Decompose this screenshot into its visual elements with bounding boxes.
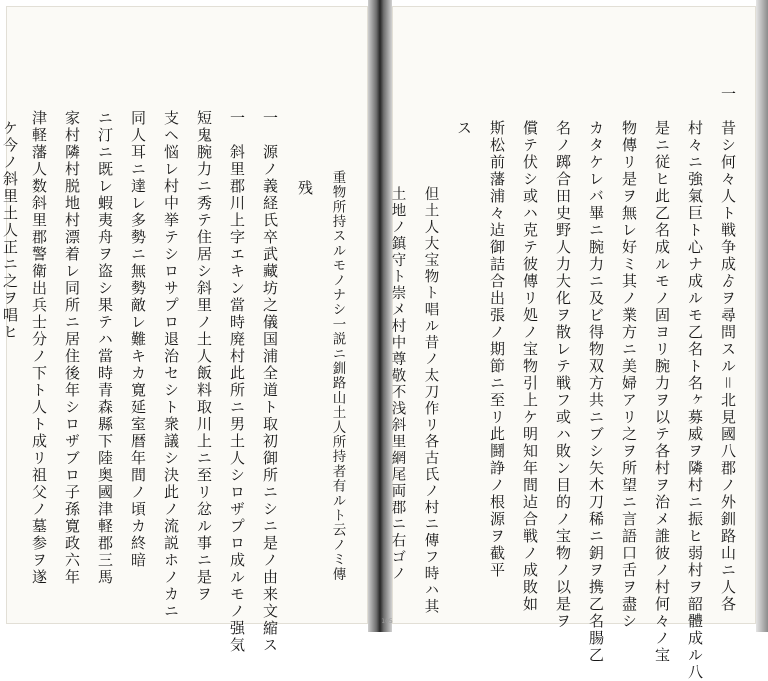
page-folio: 105 xyxy=(381,618,393,625)
left-page xyxy=(6,6,368,654)
page-edge xyxy=(756,0,768,632)
left-column-2: 残 xyxy=(296,180,314,197)
left-column-5: 短鬼腕力ニ秀テ住居シ斜里ノ土人飯料取川上ニ至リ忿ル事ニ是ヲ xyxy=(195,110,213,603)
right-column-9: ス xyxy=(455,120,473,137)
left-column-3: 一 源ノ義経氏卒武藏坊之儀国浦全道ト取初御所ニシニ是ノ由来文縮ス xyxy=(261,110,279,654)
right-note-1: 但土人大宝物ト唱ル昔ノ太刀作リ各古氏ノ村ニ傳フ時ハ其 xyxy=(422,186,439,615)
right-column-7: 償テ伏シ或ハ克テ彼傳リ処ノ宝物引上ケ明知年間迠合戦ノ成敗如 xyxy=(521,120,539,613)
left-column-6: 支ヘ悩レ村中挙テシロサプロ退治セシト衆議シ決此ノ流説ホノカニ xyxy=(162,110,180,620)
right-column-3: 是ニ従ヒ此乙名成ルモノ固ヨリ腕力ヲ以テ各村ヲ治メ誰彼ノ村何々ノ宝 xyxy=(653,120,671,664)
right-column-5: カタケレバ畢ニ腕力ニ及ビ得物双方共ニブシ矢木刀稀ニ鈅ヲ携乙名腸乙 xyxy=(587,120,605,664)
right-column-4: 物傳リ是ヲ無レ好ミ其ノ業方ニ美婦アリ之ヲ所望ニ言語口舌ヲ盡シ xyxy=(620,120,638,630)
left-column-10: 津軽藩人数斜里郡警衛出兵士分ノ下ト人ト成リ祖父ノ墓参ヲ遂 xyxy=(30,110,48,586)
right-column-2: 村々ニ強氣巨ト心ナ成ルモ乙名ト名ヶ募威ヲ隣村ニ振ヒ弱村ヲ韶體成ル八 xyxy=(686,120,704,681)
left-column-4: 一 斜里郡川上字エキン當時廃村此所ニ男土人シロザプロ成ルモノ强気 xyxy=(228,110,246,654)
left-column-8: ニ汀ニ既レ蝦夷舟ヲ盗シ果テハ當時青森縣下陸奥國津軽郡三馬 xyxy=(96,110,114,586)
left-column-11: ケ今ノ斜里土人正ニ之ヲ唱ヒ xyxy=(1,120,19,341)
left-column-9: 家村隣村脱地村漂着レ同所ニ居住後年シロザブロ子孫寛政六年 xyxy=(63,110,81,586)
right-note-2: 土地ノ鎮守ト崇メ村中尊敬不浅斜里網尾両郡ニ右ゴノ xyxy=(389,186,406,582)
right-column-6: 名ノ踯合田史野人力大化ヲ散レテ戦フ或ハ敗ン目的ノ宝物ノ以是ヲ xyxy=(554,120,572,630)
right-column-8: 斯松前藩浦々迠御詰合出張ノ期節ニ至リ此鬪諍ノ根源ヲ截平 xyxy=(488,120,506,579)
left-column-1: 重物所持スルモノナシ一説ニ釧路山土人所持者有ルト云ノミ傳 xyxy=(329,170,346,582)
left-column-7: 同人耳ニ達レ多勢ニ無勢敵レ難キカ寛延室暦年間ノ頃カ終暗 xyxy=(129,110,147,569)
right-column-1: 一 昔シ何々人ト戦争成ゟヲ尋問スル＝北見國八郡ノ外釧路山ニ人各 xyxy=(719,86,737,614)
book-gutter xyxy=(368,0,392,632)
